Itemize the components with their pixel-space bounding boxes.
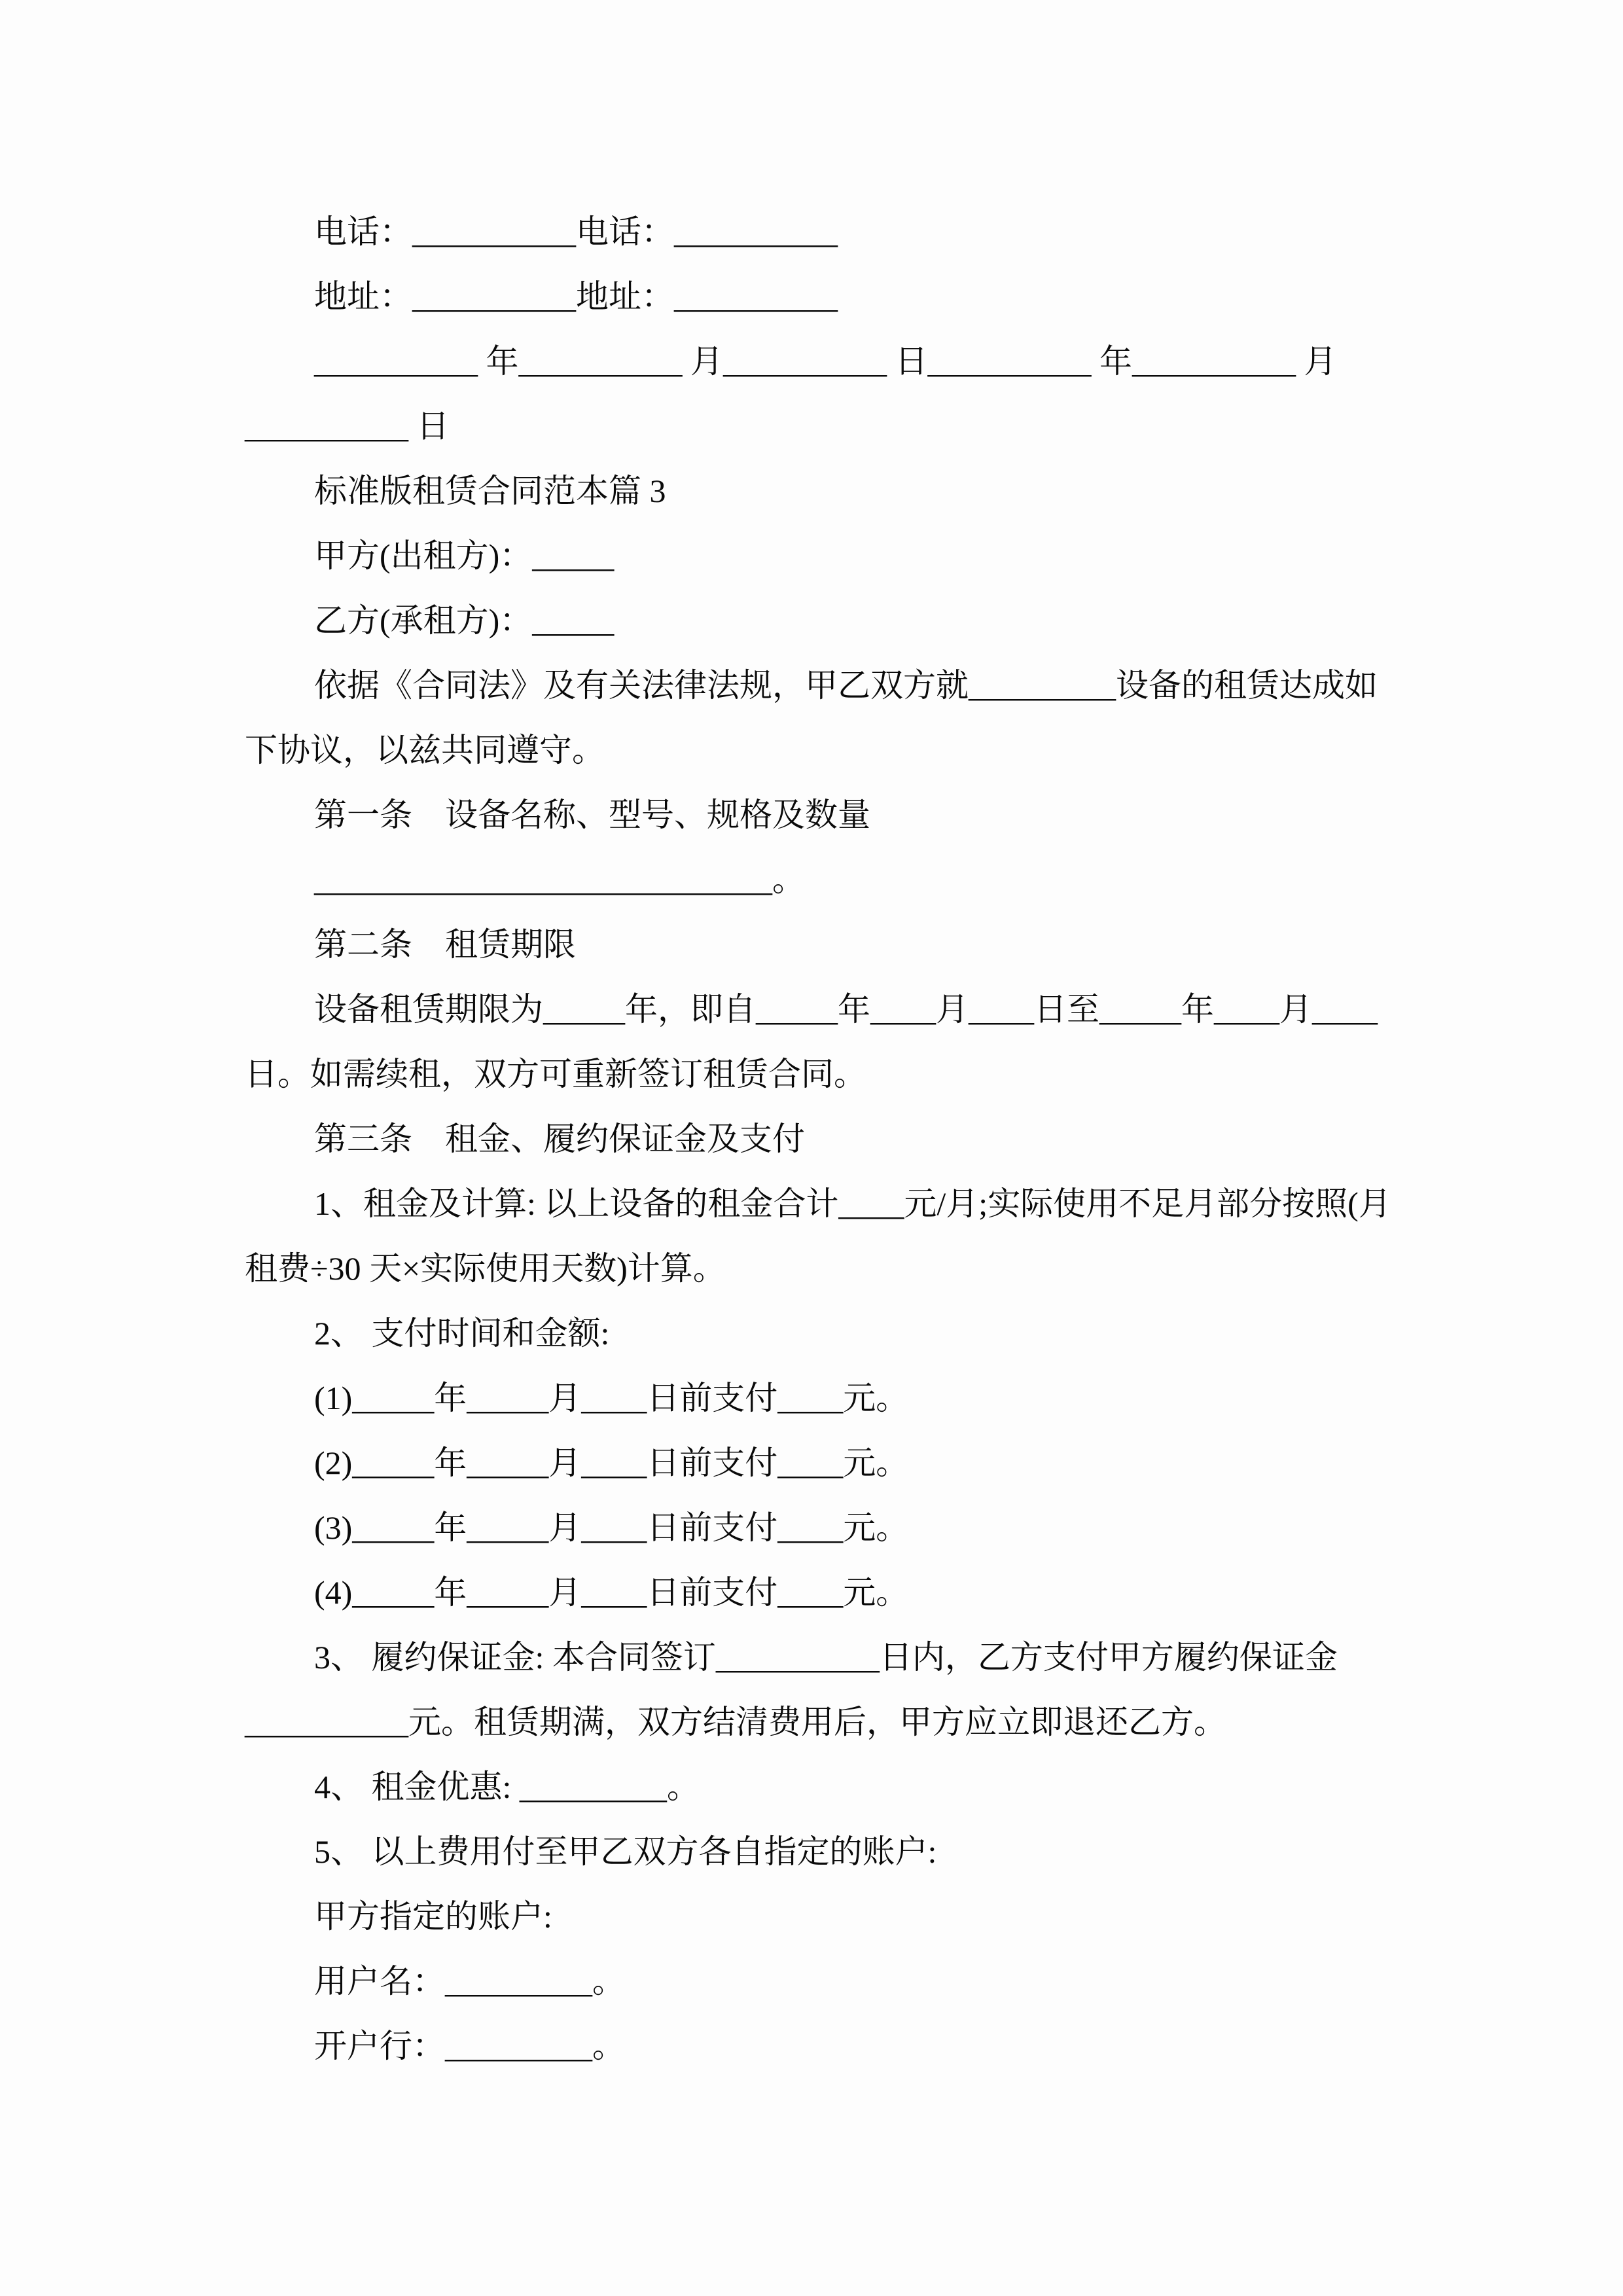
rent-calc-line-2: 租费÷30 天×实际使用天数)计算。 [245, 1250, 726, 1287]
payment-2-line: (2)_____年_____月____日前支付____元。 [314, 1444, 909, 1481]
phone-fields-line: 电话：__________电话：__________ [314, 213, 838, 250]
rent-calc-line-1: 1、租金及计算: 以上设备的租金合计____元/月;实际使用不足月部分按照(月 [314, 1185, 1391, 1222]
address-fields-line: 地址：__________地址：__________ [314, 278, 838, 315]
payment-3-line: (3)_____年_____月____日前支付____元。 [314, 1509, 909, 1546]
date-blanks-line-2: __________ 日 [245, 408, 450, 444]
date-blanks-line-1: __________ 年__________ 月__________ 日__________ 年__________ 月 [314, 343, 1337, 380]
payment-1-line: (1)_____年_____月____日前支付____元。 [314, 1380, 909, 1416]
lease-term-line-1: 设备租赁期限为_____年，即自_____年____月____日至_____年____月____ [314, 991, 1378, 1028]
preamble-line-1: 依据《合同法》及有关法律法规，甲乙双方就_________设备的租赁达成如 [314, 667, 1378, 704]
accounts-line: 5、 以上费用付至甲乙双方各自指定的账户: [314, 1833, 937, 1870]
discount-line: 4、 租金优惠: _________。 [314, 1768, 700, 1805]
lease-term-line-2: 日。如需续租，双方可重新签订租赁合同。 [245, 1056, 866, 1092]
deposit-line-1: 3、 履约保证金: 本合同签订__________日内，乙方支付甲方履约保证金 [314, 1639, 1338, 1676]
payment-4-line: (4)_____年_____月____日前支付____元。 [314, 1574, 909, 1611]
username-line: 用户名：_________。 [314, 1963, 625, 2000]
party-b-line: 乙方(承租方)：_____ [314, 602, 615, 639]
article-2-heading: 第二条 租赁期限 [314, 926, 576, 963]
preamble-line-2: 下协议，以兹共同遵守。 [245, 732, 605, 768]
party-a-account-line: 甲方指定的账户: [314, 1898, 552, 1935]
deposit-line-2: __________元。租赁期满，双方结清费用后，甲方应立即退还乙方。 [245, 1704, 1226, 1740]
article-3-heading: 第三条 租金、履约保证金及支付 [314, 1121, 805, 1157]
party-a-line: 甲方(出租方)：_____ [314, 537, 615, 574]
equipment-blank-line: ____________________________。 [314, 861, 805, 898]
template-title-line: 标准版租赁合同范本篇 3 [314, 473, 666, 509]
article-1-heading: 第一条 设备名称、型号、规格及数量 [314, 797, 870, 833]
contract-text-block [245, 200, 1400, 2079]
payment-schedule-heading: 2、 支付时间和金额: [314, 1315, 610, 1352]
bank-line: 开户行：_________。 [314, 2028, 625, 2064]
